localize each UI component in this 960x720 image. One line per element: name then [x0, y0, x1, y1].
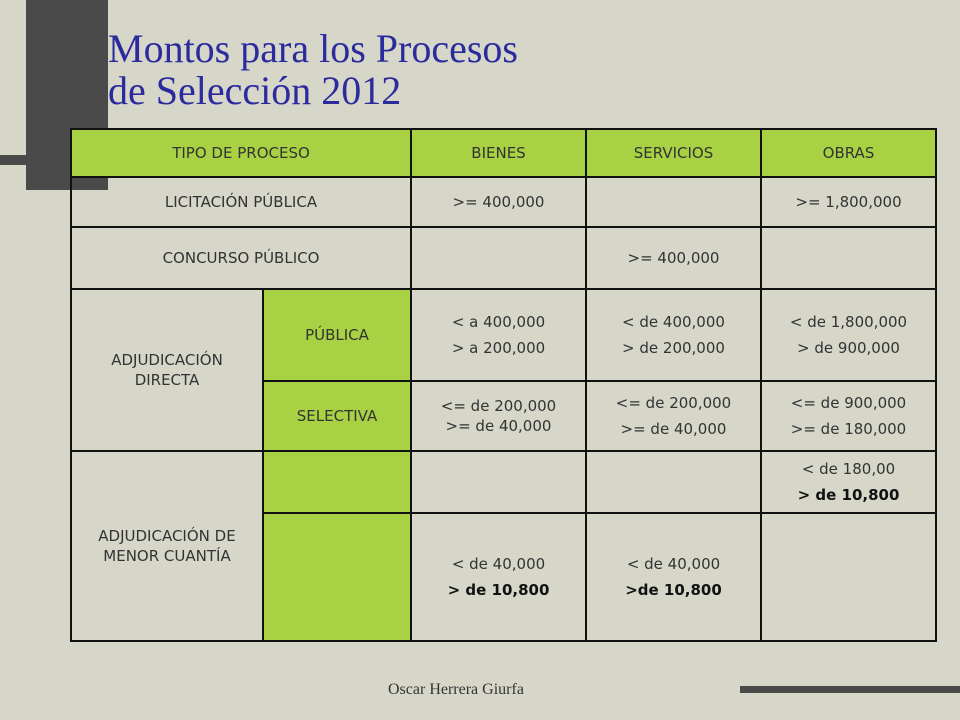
decorative-bar — [0, 155, 72, 165]
label-licitacion-publica: LICITACIÓN PÚBLICA — [71, 177, 411, 227]
selectiva-servicios — [586, 381, 761, 451]
header-bienes: BIENES — [411, 129, 586, 177]
menor-cuantia-bienes-min: > de 10,800 — [447, 580, 550, 599]
selectiva-servicios-min: >= de 40,000 — [620, 419, 727, 438]
licitacion-obras: >= 1,800,000 — [761, 177, 936, 227]
row-concurso — [71, 227, 936, 289]
publica-bienes-max: < a 400,000 — [451, 313, 546, 332]
publica-servicios-min: > de 200,000 — [622, 338, 725, 357]
publica-obras — [761, 289, 936, 381]
concurso-obras — [761, 227, 936, 289]
header-tipo-proceso: TIPO DE PROCESO — [71, 129, 411, 177]
menor-cuantia-1-servicios — [586, 451, 761, 513]
decorative-bar-bottom — [740, 686, 960, 693]
selectiva-bienes-max: <= de 200,000 — [440, 396, 557, 415]
amounts-table — [70, 128, 937, 642]
label-publica: PÚBLICA — [263, 289, 411, 381]
menor-cuantia-subtype-1 — [263, 451, 411, 513]
label-adjudicacion-directa: ADJUDICACIÓN DIRECTA — [71, 289, 263, 451]
licitacion-servicios — [586, 177, 761, 227]
menor-cuantia-obras — [761, 451, 936, 513]
label-selectiva: SELECTIVA — [263, 381, 411, 451]
menor-cuantia-2-obras — [761, 513, 936, 641]
label-menor-cuantia: ADJUDICACIÓN DE MENOR CUANTÍA — [71, 451, 263, 641]
title-line-2: de Selección 2012 — [108, 68, 402, 113]
publica-obras-min: > de 900,000 — [797, 338, 900, 357]
selectiva-obras-min: >= de 180,000 — [790, 419, 907, 438]
menor-cuantia-bienes — [411, 513, 586, 641]
menor-cuantia-bienes-max: < de 40,000 — [451, 555, 546, 574]
licitacion-bienes: >= 400,000 — [411, 177, 586, 227]
publica-bienes-min: > a 200,000 — [451, 338, 546, 357]
publica-obras-max: < de 1,800,000 — [789, 313, 908, 332]
concurso-servicios: >= 400,000 — [586, 227, 761, 289]
selectiva-obras-max: <= de 900,000 — [790, 394, 907, 413]
menor-cuantia-obras-max: < de 180,00 — [801, 460, 896, 479]
publica-servicios-max: < de 400,000 — [622, 313, 725, 332]
row-licitacion — [71, 177, 936, 227]
selectiva-servicios-max: <= de 200,000 — [615, 394, 732, 413]
selectiva-bienes-min: >= de 40,000 — [445, 417, 552, 435]
selectiva-bienes — [411, 381, 586, 451]
header-row — [71, 129, 936, 177]
menor-cuantia-servicios-min: >de 10,800 — [625, 580, 722, 599]
slide-title — [108, 28, 518, 112]
label-concurso-publico: CONCURSO PÚBLICO — [71, 227, 411, 289]
header-servicios: SERVICIOS — [586, 129, 761, 177]
menor-cuantia-obras-min: > de 10,800 — [797, 485, 900, 504]
header-obras: OBRAS — [761, 129, 936, 177]
footer-author: Oscar Herrera Giurfa — [388, 681, 524, 698]
row-menor-cuantia-1 — [71, 451, 936, 513]
menor-cuantia-1-bienes — [411, 451, 586, 513]
menor-cuantia-servicios — [586, 513, 761, 641]
title-line-1: Montos para los Procesos — [108, 26, 518, 71]
publica-bienes — [411, 289, 586, 381]
publica-servicios — [586, 289, 761, 381]
menor-cuantia-subtype-2 — [263, 513, 411, 641]
selectiva-obras — [761, 381, 936, 451]
row-adjudicacion-publica — [71, 289, 936, 381]
concurso-bienes — [411, 227, 586, 289]
menor-cuantia-servicios-max: < de 40,000 — [626, 555, 721, 574]
